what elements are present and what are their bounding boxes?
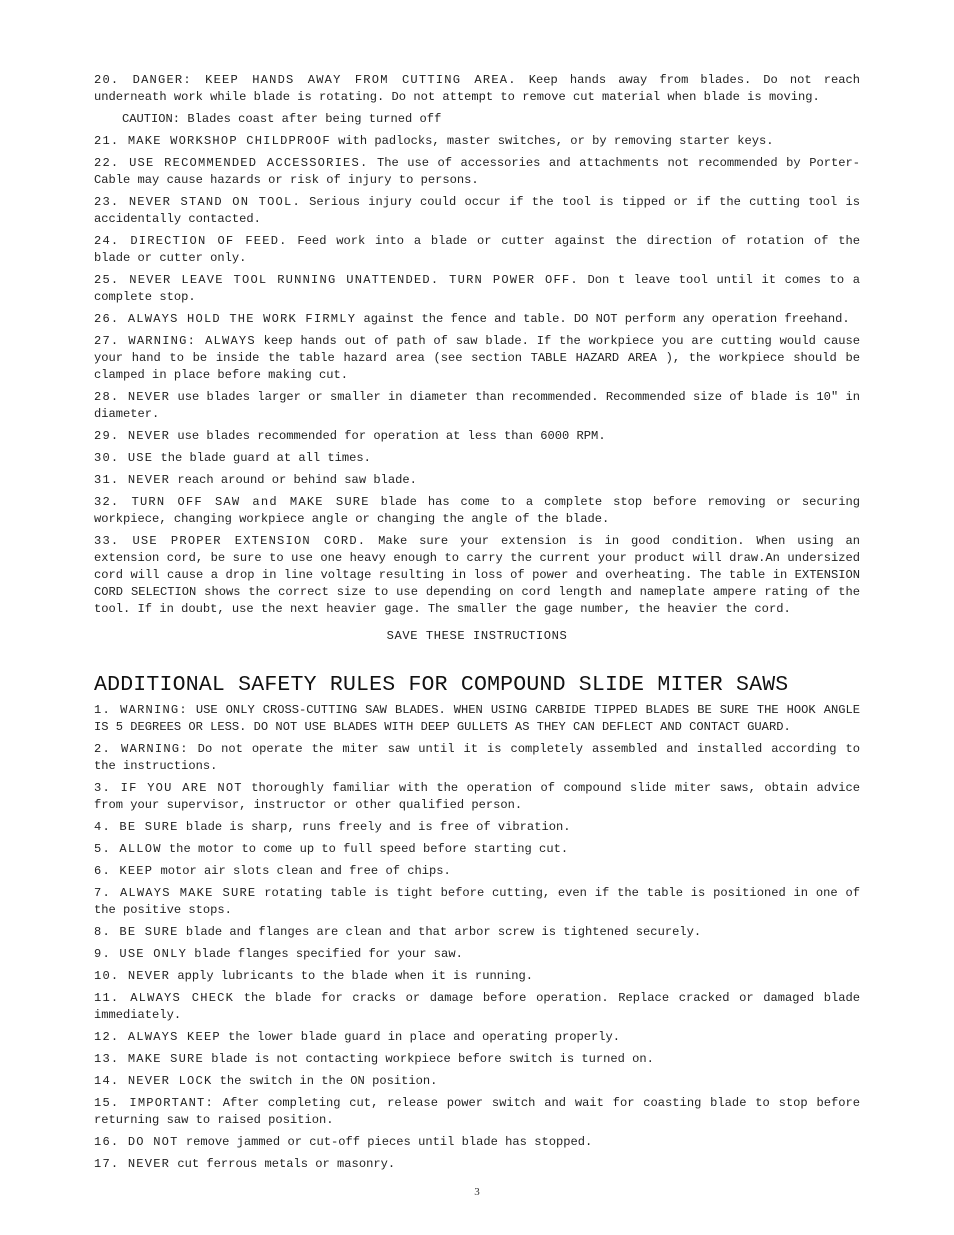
rule-text: The use of accessories and attachments not recommended by Porter-Cable may cause hazards or risk of injury to persons. xyxy=(94,156,860,187)
rule-text: the blade guard at all times. xyxy=(153,451,371,465)
rule-item xyxy=(122,111,860,128)
rule-text: against the fence and table. DO NOT perform any operation freehand. xyxy=(356,312,850,326)
rule-lead: 10. NEVER xyxy=(94,969,171,983)
page-number: 3 xyxy=(474,1186,480,1198)
rule-text: USE ONLY CROSS-CUTTING SAW BLADES. WHEN USING CARBIDE TIPPED BLADES BE SURE THE HOOK ANGLE IS 5 DEGREES OR LESS. DO NOT USE BLADES WITH DEEP GULLETS AS THEY CAN DEFLECT AND CONTACT GUARD. xyxy=(94,703,860,734)
rule-lead: 13. MAKE SURE xyxy=(94,1052,204,1066)
section-heading: ADDITIONAL SAFETY RULES FOR COMPOUND SLIDE MITER SAWS xyxy=(94,673,789,697)
rule-item xyxy=(94,885,860,919)
rule-text: the lower blade guard in place and operating properly. xyxy=(220,1030,621,1044)
rule-item xyxy=(94,1029,860,1046)
rule-text: Don t leave tool until it comes to a complete stop. xyxy=(94,273,860,304)
rule-item xyxy=(94,272,860,306)
rule-item xyxy=(94,428,860,445)
rule-text: Make sure your extension is in good condition. When using an extension cord, be sure to use one heavy enough to carry the current your product will draw.An undersized cord will cause a drop in line voltage resulting in loss of power and overheating. The table in EXTENSION CORD SELECTION shows the correct size to use depending on cord length and nameplate ampere rating of the tool. If in doubt, use the next heavier gage. The smaller the gage number, the heavier the cord. xyxy=(94,534,860,616)
rule-item xyxy=(94,155,860,189)
rule-text: reach around or behind saw blade. xyxy=(170,473,417,487)
rule-lead: 17. NEVER xyxy=(94,1157,171,1171)
rule-lead: 30. USE xyxy=(94,451,154,465)
rule-lead: 9. USE ONLY xyxy=(94,947,188,961)
rule-item xyxy=(94,1051,860,1068)
save-instructions: SAVE THESE INSTRUCTIONS xyxy=(386,629,568,643)
rule-item xyxy=(94,968,860,985)
rule-lead: 33. USE PROPER EXTENSION CORD. xyxy=(94,534,367,548)
additional-safety-rules-list xyxy=(94,702,860,1173)
rule-lead: 1. WARNING: xyxy=(94,703,188,717)
rule-item xyxy=(94,233,860,267)
rule-lead: 6. KEEP xyxy=(94,864,154,878)
rule-text: Feed work into a blade or cutter against the direction of rotation of the blade or cutter only. xyxy=(94,234,860,265)
rule-lead: 26. ALWAYS HOLD THE WORK FIRMLY xyxy=(94,312,357,326)
rule-item xyxy=(94,946,860,963)
rule-item xyxy=(94,924,860,941)
rule-text: rotating table is tight before cutting, even if the table is positioned in one of the positive stops. xyxy=(94,886,860,917)
rule-lead: 27. WARNING: ALWAYS xyxy=(94,334,256,348)
rule-lead: 29. NEVER xyxy=(94,429,171,443)
rule-lead: 7. ALWAYS MAKE SURE xyxy=(94,886,257,900)
rule-item xyxy=(94,819,860,836)
manual-page xyxy=(94,72,860,1178)
rule-item xyxy=(94,389,860,423)
rule-item xyxy=(94,702,860,736)
rule-lead: 14. NEVER LOCK xyxy=(94,1074,213,1088)
rule-text: blade is not contacting workpiece before switch is turned on. xyxy=(203,1052,654,1066)
rule-text: blade flanges specified for your saw. xyxy=(187,947,463,961)
rule-text: thoroughly familiar with the operation of compound slide miter saws, obtain advice from your supervisor, instructor or other qualified person. xyxy=(94,781,860,812)
rule-text: cut ferrous metals or masonry. xyxy=(170,1157,396,1171)
rule-text: blade has come to a complete stop before removing or securing workpiece, changing workpiece angle or changing the angle of the blade. xyxy=(94,495,860,526)
rule-lead: 3. IF YOU ARE NOT xyxy=(94,781,243,795)
rule-text: Keep hands away from blades. Do not reach underneath work while blade is rotating. Do not attempt to remove cut material when blade is moving. xyxy=(94,73,861,104)
rule-item xyxy=(94,533,860,618)
rule-item xyxy=(94,72,860,106)
rule-text: blade and flanges are clean and that arbor screw is tightened securely. xyxy=(178,925,702,939)
rule-lead: 20. DANGER: KEEP HANDS AWAY FROM CUTTING AREA. xyxy=(94,73,517,87)
rule-text: the switch in the ON position. xyxy=(212,1074,438,1088)
rule-item xyxy=(94,494,860,528)
rule-item xyxy=(94,311,860,328)
rule-text: the blade for cracks or damage before operation. Replace cracked or damaged blade immediately. xyxy=(94,991,860,1022)
rule-lead: 32. TURN OFF SAW and MAKE SURE xyxy=(94,495,370,509)
rule-text: use blades recommended for operation at less than 6000 RPM. xyxy=(170,429,606,443)
rule-lead: 23. NEVER STAND ON TOOL. xyxy=(94,195,301,209)
rule-item xyxy=(94,1073,860,1090)
rule-text: with padlocks, master switches, or by removing starter keys. xyxy=(330,134,774,148)
rule-lead: 15. IMPORTANT: xyxy=(94,1096,214,1110)
rule-text: use blades larger or smaller in diameter than recommended. Recommended size of blade is 10" in diameter. xyxy=(94,390,860,421)
rule-item xyxy=(94,450,860,467)
rule-text: After completing cut, release power switch and wait for coasting blade to stop before returning saw to raised position. xyxy=(94,1096,860,1127)
rule-lead: 31. NEVER xyxy=(94,473,171,487)
rule-item xyxy=(94,990,860,1024)
rule-text: motor air slots clean and free of chips. xyxy=(153,864,451,878)
rule-text: apply lubricants to the blade when it is running. xyxy=(170,969,533,983)
rule-text: Serious injury could occur if the tool is tipped or if the cutting tool is accidentally contacted. xyxy=(94,195,860,226)
rule-lead: 8. BE SURE xyxy=(94,925,179,939)
rule-item xyxy=(94,841,860,858)
rule-lead: 16. DO NOT xyxy=(94,1135,179,1149)
rule-lead: 24. DIRECTION OF FEED. xyxy=(94,234,288,248)
rule-lead: 4. BE SURE xyxy=(94,820,179,834)
rule-lead: 12. ALWAYS KEEP xyxy=(94,1030,221,1044)
safety-rules-list xyxy=(94,72,860,618)
rule-text: blade is sharp, runs freely and is free of vibration. xyxy=(178,820,571,834)
rule-item xyxy=(94,863,860,880)
rule-item xyxy=(94,1156,860,1173)
rule-text: remove jammed or cut-off pieces until blade has stopped. xyxy=(178,1135,593,1149)
rule-item xyxy=(94,1095,860,1129)
rule-lead: 5. ALLOW xyxy=(94,842,162,856)
rule-item xyxy=(94,194,860,228)
rule-text: CAUTION: Blades coast after being turned off xyxy=(122,112,442,126)
rule-text: keep hands out of path of saw blade. If the workpiece you are cutting would cause your hand to be inside the table hazard area (see section TABLE HAZARD AREA ), the workpiece should be clamped in place before making cut. xyxy=(94,334,860,382)
rule-item xyxy=(94,133,860,150)
rule-lead: 21. MAKE WORKSHOP CHILDPROOF xyxy=(94,134,331,148)
rule-lead: 2. WARNING: xyxy=(94,742,189,756)
rule-lead: 28. NEVER xyxy=(94,390,171,404)
rule-text: Do not operate the miter saw until it is completely assembled and installed according to the instructions. xyxy=(94,742,860,773)
rule-lead: 11. ALWAYS CHECK xyxy=(94,991,235,1005)
rule-item xyxy=(94,472,860,489)
rule-item xyxy=(94,780,860,814)
rule-item xyxy=(94,1134,860,1151)
rule-item xyxy=(94,333,860,384)
rule-lead: 22. USE RECOMMENDED ACCESSORIES. xyxy=(94,156,369,170)
rule-lead: 25. NEVER LEAVE TOOL RUNNING UNATTENDED. TURN POWER OFF. xyxy=(94,273,579,287)
rule-text: the motor to come up to full speed before starting cut. xyxy=(161,842,569,856)
rule-item xyxy=(94,741,860,775)
